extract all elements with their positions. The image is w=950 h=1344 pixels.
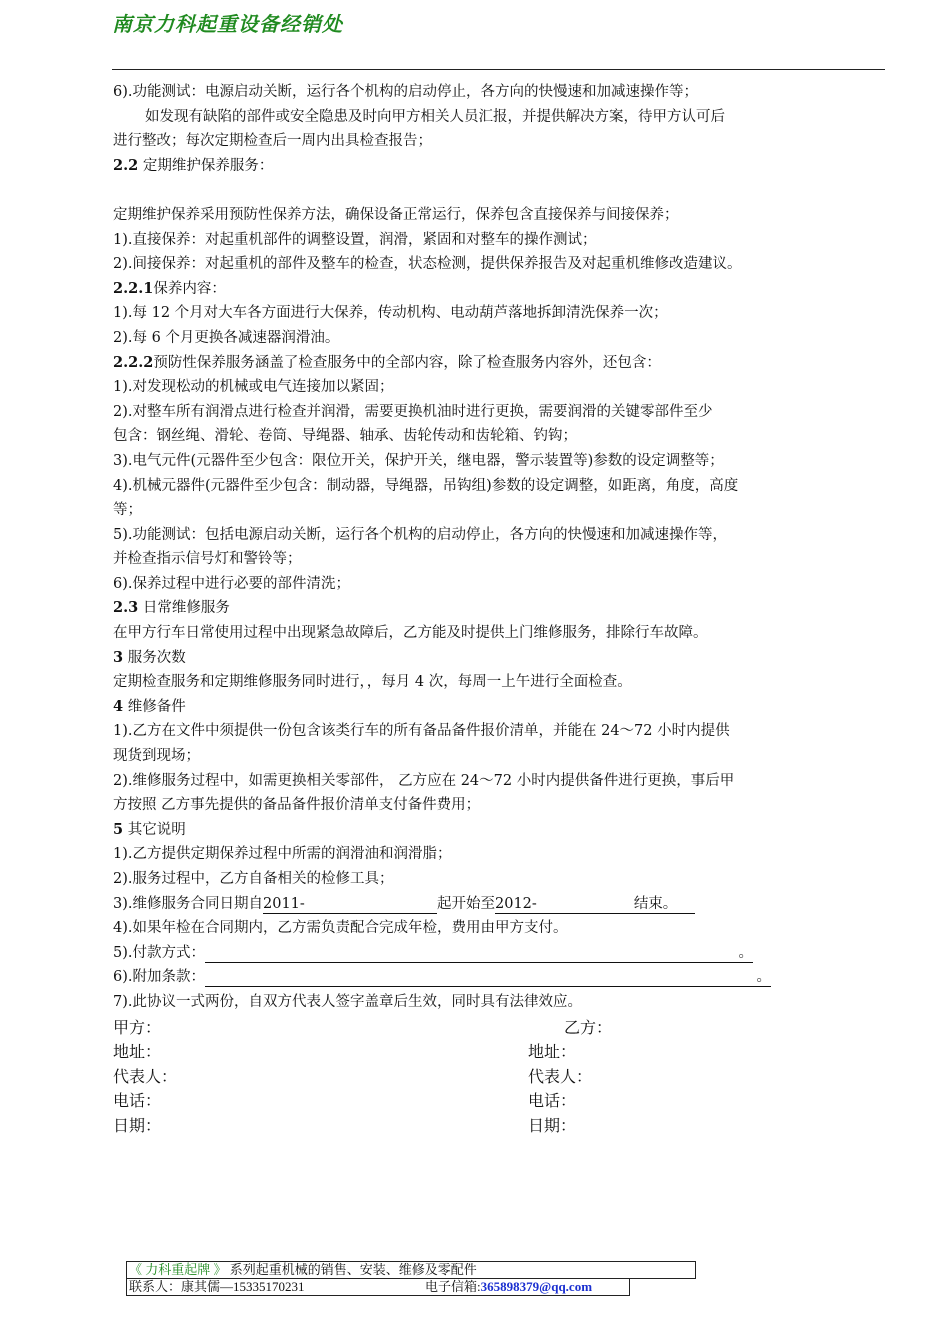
paragraph-line: 在甲方行车日常使用过程中出现紧急故障后，乙方能及时提供上门维修服务，排除行车故障。 [113,625,708,642]
paragraph-line: 7).此协议一式两份，自双方代表人签字盖章后生效，同时具有法律效应。 [113,993,582,1010]
section-title: 保养内容： [153,280,226,297]
section-title: 服务次数 [123,649,186,666]
signature-row-phone [113,1088,893,1113]
paragraph-line: 1).乙方提供定期保养过程中所需的润滑油和润滑脂； [113,846,452,863]
section-title: 维修备件 [123,698,186,715]
section-number: 2.2.1 [113,279,154,297]
section-number: 5 [113,820,124,838]
section-heading-2-3 [113,596,893,621]
paragraph-line: 1).乙方在文件中须提供一份包含该类行车的所有备品备件报价清单，并能在 24～72 小时内提供 [113,723,730,740]
section-title: 其它说明 [123,821,186,838]
party-a-label: 甲方： [113,1017,162,1037]
paragraph-line: 定期维护保养采用预防性保养方法，确保设备正常运行，保养包含直接保养与间接保养； [113,206,679,223]
signature-row-address [113,1039,893,1064]
signature-row-date [113,1113,893,1138]
section-heading-2-2-2 [113,351,893,376]
contract-period-line [113,892,893,917]
paragraph-line: 4).如果年检在合同期内，乙方需负责配合完成年检，费用由甲方支付。 [113,920,568,937]
payment-method-end: 。 [738,944,753,961]
section-title: 日常维修服务 [138,600,230,617]
footer-contact-row [126,1279,630,1296]
contract-period-middle: 起开始至 [437,895,495,912]
section-heading-3 [113,646,893,671]
section-heading-5 [113,818,893,843]
party-b-address-label: 地址： [528,1042,577,1062]
footer-slogan: 系列起重机械的销售、安装、维修及零配件 [226,1262,477,1277]
party-a-address-label: 地址： [113,1042,162,1062]
paragraph-line: 6).功能测试：电源启动关断，运行各个机构的启动停止，各方向的快慢速和加减速操作等； [113,84,698,100]
section-number: 2.3 [113,599,139,617]
payment-method-field[interactable] [205,945,753,963]
section-heading-4 [113,695,893,720]
end-date-value: 2012- [495,895,537,912]
page-footer [126,1261,696,1296]
paragraph-line: 2).维修服务过程中，如需更换相关零部件， 乙方应在 24～72 小时内提供备件进行更换，事后甲 [113,772,735,789]
section-title: 定期维护保养服务： [138,157,274,174]
paragraph-line: 1).直接保养：对起重机部件的调整设置，润滑，紧固和对整车的操作测试； [113,231,597,248]
paragraph-line: 5).功能测试：包括电源启动关断，运行各个机构的启动停止，各方向的快慢速和加减速操作等， [113,526,727,543]
party-b-phone-label: 电话： [528,1091,577,1111]
additional-terms-line [113,965,893,990]
party-b-label: 乙方： [564,1017,613,1037]
party-b-date-label: 日期： [528,1115,577,1135]
signature-row-representative [113,1064,893,1089]
paragraph-line: 2).对整车所有润滑点进行检查并润滑，需要更换机油时进行更换，需要润滑的关键零部件至少 [113,403,713,420]
footer-email[interactable]: 365898379@qq.com [480,1279,593,1294]
paragraph-line: 3).电气元件(元器件至少包含：限位开关，保护开关，继电器，警示装置等)参数的设定调整等； [113,452,724,469]
section-heading-2-2 [113,154,893,179]
paragraph-line: 等； [113,502,142,519]
signature-row-party [113,1015,893,1040]
party-a-representative-label: 代表人： [113,1066,178,1086]
paragraph-line: 2).每 6 个月更换各减速器润滑油。 [113,329,340,346]
party-a-date-label: 日期： [113,1115,162,1135]
section-number: 4 [113,697,124,715]
paragraph-line: 现货到现场； [113,748,200,765]
document-body [113,80,893,1138]
start-date-field[interactable]: 2011- [263,896,437,914]
footer-brand: 《 力科重起牌 》 [129,1262,227,1277]
footer-brand-row [126,1261,696,1279]
paragraph-line: 方按照 乙方事先提供的备品备件报价清单支付备件费用； [113,797,481,814]
paragraph-line: 1).每 12 个月对大车各方面进行大保养，传动机构、电动葫芦落地拆卸清洗保养一次； [113,305,668,322]
paragraph-line: 4).机械元器件(元器件至少包含：制动器，导绳器，吊钩组)参数的设定调整，如距离，角度，高度 [113,477,739,494]
additional-terms-field[interactable] [205,969,771,987]
footer-email-label: 电子信箱: [425,1279,481,1294]
payment-method-line [113,941,893,966]
footer-contact: 联系人：康其儒—15335170231 [129,1279,305,1294]
paragraph-line: 包含：钢丝绳、滑轮、卷筒、导绳器、轴承、齿轮传动和齿轮箱、钓钩； [113,428,577,445]
section-number: 2.2.2 [113,353,154,371]
paragraph-line: 2).服务过程中，乙方自备相关的检修工具； [113,871,394,887]
payment-method-label: 5).付款方式： [113,944,205,961]
section-title: 预防性保养服务涵盖了检查服务中的全部内容，除了检查服务内容外，还包含： [153,354,661,371]
contract-period-label: 3).维修服务合同日期自 [113,895,263,912]
paragraph-line: 如发现有缺陷的部件或安全隐患及时向甲方相关人员汇报，并提供解决方案，待甲方认可后 [145,108,725,125]
additional-terms-end: 。 [756,969,771,986]
company-title: 南京力科起重设备经销处 [112,12,343,36]
section-heading-2-2-1 [113,277,893,302]
blank-line [113,178,893,203]
end-date-field[interactable] [495,896,695,914]
section-number: 2.2 [113,156,139,174]
paragraph-line: 1).对发现松动的机械或电气连接加以紧固； [113,379,394,396]
paragraph-line: 进行整改；每次定期检查后一周内出具检查报告； [113,133,432,150]
paragraph-line: 2).间接保养：对起重机的部件及整车的检查，状态检测，提供保养报告及对起重机维修改造建议。 [113,256,742,273]
section-number: 3 [113,648,124,666]
end-date-suffix: 结束。 [633,895,678,912]
paragraph-line: 定期检查服务和定期维修服务同时进行，，每月 4 次，每周一上午进行全面检查。 [113,674,632,691]
paragraph-line: 6).保养过程中进行必要的部件清洗； [113,575,350,592]
party-b-representative-label: 代表人： [528,1066,593,1086]
header-divider [112,69,885,70]
paragraph-line: 并检查指示信号灯和警铃等； [113,551,302,568]
additional-terms-label: 6).附加条款： [113,969,205,986]
party-a-phone-label: 电话： [113,1091,162,1111]
